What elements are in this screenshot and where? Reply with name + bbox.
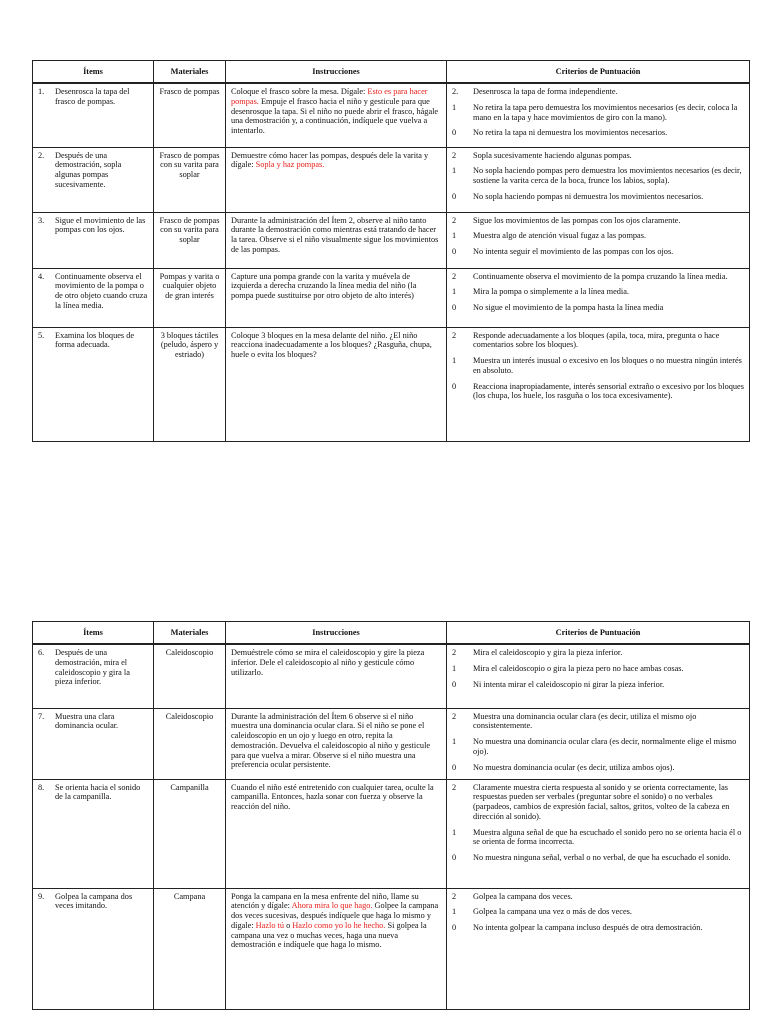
- criterion-text: No muestra ninguna señal, verbal o no verbal, de que ha escuchado el sonido.: [473, 853, 731, 863]
- item-cell: [33, 708, 154, 779]
- criterion-score: 1: [452, 287, 457, 297]
- criterion: [452, 192, 744, 202]
- table-row: [33, 708, 750, 779]
- item-text: Se orienta hacia el sonido de la campanilla.: [55, 782, 141, 802]
- criterion: [452, 356, 744, 376]
- item-cell: [33, 212, 154, 268]
- criterion-score: 0: [452, 679, 457, 689]
- instruction-text: Durante la administración del Ítem 2, observe al niño tanto durante la demostración como mientras está tratando de hacer la tarea. Observe si el niño visualmente sigue los movimientos de las pompas.: [231, 215, 439, 254]
- table-header-row: [33, 622, 750, 645]
- item-text: Desenrosca la tapa del frasco de pompas.: [55, 87, 130, 106]
- criterion-text: Muestra alguna señal de que ha escuchado el sonido pero no se orienta hacia él o se orienta de forma incorrecta.: [473, 827, 742, 847]
- item-text: Golpea la campana dos veces imitando.: [55, 891, 133, 911]
- table-row: [33, 888, 750, 1009]
- materials-cell: Frasco de pompas: [154, 83, 226, 147]
- item-cell: [33, 83, 154, 147]
- item-cell: [33, 888, 154, 1009]
- criterion: [452, 680, 744, 690]
- criterion-score: 2: [452, 891, 457, 901]
- table-row: [33, 268, 750, 327]
- spoken-prompt: Ahora mira lo que hago.: [291, 901, 373, 911]
- criterion-score: 1: [452, 166, 457, 176]
- header-items: Ítems: [33, 61, 154, 84]
- instructions-cell: [226, 708, 447, 779]
- item-number: 2.: [38, 150, 45, 160]
- spoken-prompt: Hazlo tú: [255, 920, 284, 930]
- materials-cell: Caleidoscopio: [154, 708, 226, 779]
- criterion-score: 2: [452, 215, 457, 225]
- item-number: 5.: [38, 330, 45, 340]
- instruction-text: Demuestre cómo hacer las pompas, después dele la varita y dígale:: [231, 150, 429, 170]
- rubric-table-1: [32, 60, 750, 442]
- materials-cell: Campana: [154, 888, 226, 1009]
- item-cell: [33, 779, 154, 888]
- criterion-score: 1: [452, 737, 457, 747]
- criterion: [452, 907, 744, 917]
- materials-cell: Frasco de pompas con su varita para soplar: [154, 147, 226, 212]
- criterion: [452, 303, 744, 313]
- materials-cell: Caleidoscopio: [154, 644, 226, 708]
- criteria-cell: [447, 268, 750, 327]
- spoken-prompt: Sopla y haz pompas.: [255, 160, 325, 170]
- criterion-score: 0: [452, 128, 457, 138]
- materials-cell: Campanilla: [154, 779, 226, 888]
- table-row: [33, 147, 750, 212]
- criterion: [452, 923, 744, 933]
- item-number: 4.: [38, 271, 45, 281]
- criterion-score: 2: [452, 271, 457, 281]
- criteria-cell: [447, 147, 750, 212]
- criterion: [452, 648, 744, 658]
- table-row: [33, 212, 750, 268]
- criteria-cell: [447, 888, 750, 1009]
- criterion-score: 0: [452, 381, 457, 391]
- criterion-text: Muestra una dominancia ocular clara (es decir, utiliza el mismo ojo consistentemente.: [473, 711, 697, 731]
- criterion-score: 1: [452, 663, 457, 673]
- instructions-cell: [226, 644, 447, 708]
- criterion: [452, 853, 744, 863]
- item-text: Muestra una clara dominancia ocular.: [55, 711, 119, 731]
- criterion: [452, 247, 744, 257]
- criterion: [452, 382, 744, 402]
- criterion-text: Continuamente observa el movimiento de la pompa cruzando la línea media.: [473, 271, 728, 281]
- header-instructions: Instrucciones: [226, 61, 447, 84]
- instruction-text: Demuéstrele cómo se mira el caleidoscopio y gire la pieza inferior. Dele el caleidoscopio al niño y gesticule cómo utilizarlo.: [231, 648, 425, 677]
- criterion-text: Golpea la campana una vez o más de dos veces.: [473, 907, 632, 917]
- item-text: Continuamente observa el movimiento de la pompa o de otro objeto cuando cruza la línea media.: [55, 271, 148, 310]
- criterion: [452, 87, 744, 97]
- criterion: [452, 783, 744, 822]
- item-text: Después de una demostración, mira el caleidoscopio y gira la pieza inferior.: [55, 648, 130, 687]
- criteria-cell: [447, 708, 750, 779]
- instructions-cell: [226, 212, 447, 268]
- criterion: [452, 272, 744, 282]
- instruction-text: Si golpea la campana una vez o muchas veces, haga una nueva demostración e indíquele que haga lo mismo.: [231, 920, 427, 950]
- criterion-text: No muestra dominancia ocular (es decir, utiliza ambos ojos).: [473, 762, 675, 772]
- header-criteria: Criterios de Puntuación: [447, 61, 750, 84]
- criterion: [452, 166, 744, 186]
- header-materials: Materiales: [154, 622, 226, 645]
- criterion-text: Ni intenta mirar el caleidoscopio ni girar la pieza inferior.: [473, 679, 665, 689]
- instructions-cell: [226, 888, 447, 1009]
- criterion-score: 0: [452, 853, 457, 863]
- criterion-text: No intenta seguir el movimiento de las pompas con los ojos.: [473, 247, 674, 257]
- criterion: [452, 892, 744, 902]
- criterion-score: 0: [452, 247, 457, 257]
- item-cell: [33, 147, 154, 212]
- criterion-score: 1: [452, 231, 457, 241]
- instruction-text: Empuje el frasco hacia el niño y gesticule para que desenrosque la tapa. Si el niño no puede abrir el frasco, hágale una demostración y, a continuación, indíquele que vuelva a intentarlo.: [231, 96, 439, 136]
- materials-cell: Pompas y varita o cualquier objeto de gran interés: [154, 268, 226, 327]
- instruction-text: Coloque el frasco sobre la mesa. Dígale:: [231, 87, 368, 96]
- criterion-text: No muestra una dominancia ocular clara (es decir, normalmente elige el mismo ojo).: [473, 737, 737, 756]
- criteria-cell: [447, 779, 750, 888]
- instructions-cell: [226, 83, 447, 147]
- criterion-text: Desenrosca la tapa de forma independiente.: [473, 87, 618, 96]
- table-row: [33, 779, 750, 888]
- spoken-prompt: Esto es para hacer pompas.: [231, 87, 428, 106]
- header-instructions: Instrucciones: [226, 622, 447, 645]
- criterion-score: 1: [452, 102, 457, 112]
- criteria-cell: [447, 327, 750, 441]
- criterion-text: No sopla haciendo pompas pero demuestra los movimientos necesarios (es decir, sostiene la varita cerca de la boca, frunce los labios, sopla).: [473, 166, 742, 186]
- criterion-text: Sigue los movimientos de las pompas con los ojos claramente.: [473, 215, 681, 225]
- criterion-score: 2: [452, 330, 457, 340]
- criterion-score: 2: [452, 711, 457, 721]
- item-number: 7.: [38, 711, 45, 721]
- item-cell: [33, 268, 154, 327]
- criteria-cell: [447, 212, 750, 268]
- criterion-text: No retira la tapa pero demuestra los movimientos necesarios (es decir, coloca la mano en la tapa y hace movimientos de giro con la mano).: [473, 102, 738, 122]
- criterion-text: Muestra algo de atención visual fugaz a las pompas.: [473, 231, 647, 241]
- criterion: [452, 331, 744, 351]
- item-cell: [33, 327, 154, 441]
- criterion: [452, 231, 744, 241]
- criterion-score: 0: [452, 303, 457, 313]
- criterion: [452, 828, 744, 848]
- criterion-score: 0: [452, 762, 457, 772]
- criterion-text: Reacciona inapropiadamente, interés sensorial extraño o excesivo por los bloques (los chupa, los huele, los rasguña o los toca excesivamente).: [473, 381, 744, 401]
- instruction-text: Durante la administración del Ítem 6 observe si el niño muestra una dominancia ocular clara. Si el niño se pone el caleidoscopio en un ojo y luego en otro, repita la demostración. Devuelva el caleidoscopio al niño y gesticule para que vuelva a mirar. Observe si el niño muestra una preferencia ocular persistente.: [231, 711, 431, 770]
- criterion-text: Muestra un interés inusual o excesivo en los bloques o no muestra ningún interés en absoluto.: [473, 356, 742, 375]
- criterion-text: Claramente muestra cierta respuesta al sonido y se orienta correctamente, las respuestas pueden ser verbales (preguntar sobre el sonido) o no verbales (parpadeos, cambios de expresión facial, saltos, gritos, volteo de la cabeza en dirección al sonido).: [473, 782, 730, 821]
- criteria-cell: [447, 83, 750, 147]
- criterion: [452, 737, 744, 757]
- item-number: 8.: [38, 782, 45, 792]
- instruction-text: Golpee la campana dos veces sucesivas, después indíquele que haga lo mismo y dígale:: [231, 901, 439, 930]
- table-row: [33, 644, 750, 708]
- criterion-score: 2: [452, 150, 457, 160]
- criterion-text: Sopla sucesivamente haciendo algunas pompas.: [473, 150, 632, 160]
- instructions-cell: [226, 268, 447, 327]
- criterion: [452, 216, 744, 226]
- item-number: 1.: [38, 87, 45, 96]
- table-header-row: [33, 61, 750, 84]
- item-text: Examina los bloques de forma adecuada.: [55, 330, 135, 350]
- materials-cell: Frasco de pompas con su varita para soplar: [154, 212, 226, 268]
- item-text: Sigue el movimiento de las pompas con los ojos.: [55, 215, 146, 235]
- instruction-text: Cuando el niño esté entretenido con cualquier tarea, oculte la campanilla. Entonces, hazla sonar con fuerza y observe la reacción del niño.: [231, 782, 434, 812]
- criterion-text: Mira el caleidoscopio o gira la pieza pero no hace ambas cosas.: [473, 663, 684, 673]
- criterion-text: Responde adecuadamente a los bloques (apila, toca, mira, pregunta o hace comentarios sobre los bloques).: [473, 330, 720, 350]
- criterion-text: No sigue el movimiento de la pompa hasta la línea media: [473, 303, 664, 313]
- item-cell: [33, 644, 154, 708]
- header-items: Ítems: [33, 622, 154, 645]
- table-row: [33, 327, 750, 441]
- criterion-score: 1: [452, 827, 457, 837]
- rubric-table-2: [32, 621, 750, 1010]
- header-materials: Materiales: [154, 61, 226, 84]
- criterion: [452, 128, 744, 138]
- instruction-text: Ponga la campana en la mesa enfrente del niño, llame su atención y dígale:: [231, 891, 419, 911]
- criteria-cell: [447, 644, 750, 708]
- criterion-text: Mira el caleidoscopio y gira la pieza inferior.: [473, 648, 623, 657]
- criterion-text: No sopla haciendo pompas ni demuestra los movimientos necesarios.: [473, 191, 704, 201]
- criterion-text: Mira la pompa o simplemente a la línea media.: [473, 287, 629, 297]
- criterion-text: No retira la tapa ni demuestra los movimientos necesarios.: [473, 128, 668, 138]
- instruction-text: Coloque 3 bloques en la mesa delante del niño. ¿El niño reacciona inadecuadamente a los bloques? ¿Rasguña, chupa, huele o evita los bloques?: [231, 330, 432, 360]
- criterion-score: 0: [452, 923, 457, 933]
- criterion-score: 2.: [452, 87, 459, 96]
- instructions-cell: [226, 147, 447, 212]
- instructions-cell: [226, 779, 447, 888]
- materials-cell: 3 bloques táctiles (peludo, áspero y estriado): [154, 327, 226, 441]
- criterion: [452, 763, 744, 773]
- criterion-score: 2: [452, 782, 457, 792]
- criterion-text: No intenta golpear la campana incluso después de otra demostración.: [473, 923, 703, 933]
- criterion: [452, 287, 744, 297]
- criterion: [452, 151, 744, 161]
- item-number: 9.: [38, 891, 45, 901]
- header-criteria: Criterios de Puntuación: [447, 622, 750, 645]
- instructions-cell: [226, 327, 447, 441]
- criterion-score: 0: [452, 191, 457, 201]
- criterion: [452, 664, 744, 674]
- item-text: Después de una demostración, sopla algunas pompas sucesivamente.: [55, 150, 122, 189]
- item-number: 3.: [38, 215, 45, 225]
- item-number: 6.: [38, 648, 45, 657]
- table-row: [33, 83, 750, 147]
- criterion-score: 2: [452, 648, 457, 657]
- instruction-text: o: [284, 920, 293, 930]
- criterion: [452, 103, 744, 123]
- criterion: [452, 712, 744, 732]
- criterion-score: 1: [452, 356, 457, 366]
- criterion-score: 1: [452, 907, 457, 917]
- instruction-text: Capture una pompa grande con la varita y muévela de izquierda a derecha cruzando la línea media del niño (la pompa puede sustituirse por otro objeto de alto interés): [231, 271, 417, 301]
- spoken-prompt: Hazlo como yo lo he hecho.: [292, 920, 386, 930]
- criterion-text: Golpea la campana dos veces.: [473, 891, 573, 901]
